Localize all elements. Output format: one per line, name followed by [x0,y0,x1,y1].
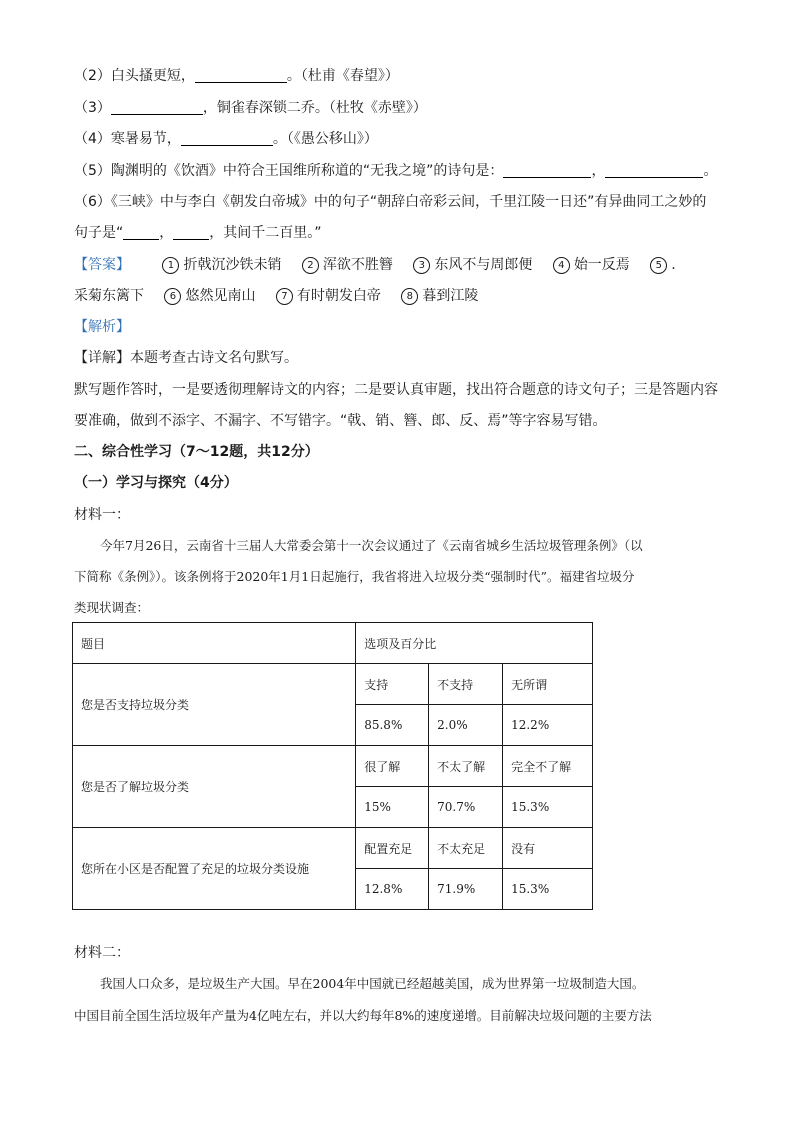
header-cell-question: 题目 [73,623,356,664]
poem-line-4: （4）寒暑易节， 。（《愚公移山》） [74,131,378,147]
fill-blank[interactable] [181,131,273,146]
poem-line-3: （3） ，铜雀春深锁二乔。（杜牧《赤壁》） [74,100,427,116]
material2-label: 材料二： [74,945,130,961]
answer-item: 6 悠然见南山 [164,286,255,306]
question-cell: 您是否支持垃圾分类 [73,664,356,746]
option-cell: 没有 [503,828,593,869]
answer-item: 5 . [650,257,675,273]
poem-line-5: （5）陶渊明的《饮酒》中符合王国维所称道的“无我之境”的诗句是： ， 。 [74,163,718,179]
analysis-detail: 【详解】本题考查古诗文名句默写。 [74,350,298,366]
answer-line-2 [74,286,494,306]
value-cell: 15% [356,787,429,828]
table-row [73,664,593,705]
value-cell: 12.2% [503,705,593,746]
option-cell: 很了解 [356,746,429,787]
value-cell: 71.9% [429,869,503,910]
answer-item: 3 东风不与周郎便 [413,255,532,275]
option-cell: 支持 [356,664,429,705]
analysis-paragraph-1: 默写题作答时，一是要透彻理解诗文的内容；二是要认真审题，找出符合题意的诗文句子；三是答题内容 [74,382,718,398]
option-cell: 不支持 [429,664,503,705]
value-cell: 12.8% [356,869,429,910]
option-cell: 无所谓 [503,664,593,705]
fill-blank[interactable] [605,163,703,178]
subsection-title: （一）学习与探究（4分） [74,475,238,491]
table-header-row [73,623,593,664]
analysis-label: 【解析】 [74,319,130,335]
answer-item: 2 浑欲不胜簪 [302,255,393,275]
option-cell: 配置充足 [356,828,429,869]
option-cell: 不太充足 [429,828,503,869]
fill-blank[interactable] [503,163,591,178]
material2-line-1: 我国人口众多，是垃圾生产大国。早在2004年中国就已经超越美国，成为世界第一垃圾制造大国。 [100,976,645,991]
answer-item: 4 始一反焉 [553,255,630,275]
answer-line-1 [74,255,676,275]
value-cell: 70.7% [429,787,503,828]
fill-blank[interactable] [173,225,209,240]
answer-label: 【答案】 [74,257,130,273]
fill-blank[interactable] [123,225,159,240]
value-cell: 15.3% [503,869,593,910]
analysis-paragraph-2: 要准确，做到不添字、不漏字、不写错字。“戟、销、簪、郎、反、焉”等字容易写错。 [74,413,607,429]
material1-label: 材料一： [74,507,130,523]
section-title: 二、综合性学习（7～12题，共12分） [74,444,319,460]
answer-item: 采菊东篱下 [74,288,144,304]
answer-item: 7 有时朝发白帝 [276,286,381,306]
poem-line-6b: 句子是“ ， ，其间千二百里。” [74,225,322,241]
material1-line-1: 今年7月26日，云南省十三届人大常委会第十一次会议通过了《云南省城乡生活垃圾管理条例》（以 [100,538,643,553]
poem-line-2: （2）白头搔更短， 。（杜甫《春望》） [74,68,399,84]
answer-item: 8 暮到江陵 [401,286,478,306]
fill-blank[interactable] [111,100,203,115]
value-cell: 15.3% [503,787,593,828]
question-cell: 您是否了解垃圾分类 [73,746,356,828]
table-row [73,746,593,787]
poem-line-6a: （6）《三峡》中与李白《朝发白帝城》中的句子“朝辞白帝彩云间，千里江陵一日还”有异曲同工之妙的 [74,194,707,210]
option-cell: 不太了解 [429,746,503,787]
header-cell-options: 选项及百分比 [356,623,593,664]
material2-line-2: 中国目前全国生活垃圾年产量为4亿吨左右，并以大约每年8%的速度递增。目前解决垃圾问题的主要方法 [74,1008,652,1023]
fill-blank[interactable] [195,68,287,83]
table-row [73,828,593,869]
material1-line-3: 类现状调查： [74,600,150,615]
material1-line-2: 下简称《条例》）。该条例将于2020年1月1日起施行，我省将进入垃圾分类“强制时代”。福建省垃圾分 [74,569,635,584]
question-cell: 您所在小区是否配置了充足的垃圾分类设施 [73,828,356,910]
value-cell: 85.8% [356,705,429,746]
option-cell: 完全不了解 [503,746,593,787]
value-cell: 2.0% [429,705,503,746]
survey-table [72,622,593,910]
answer-item: 1 折戟沉沙铁未销 [162,255,281,275]
